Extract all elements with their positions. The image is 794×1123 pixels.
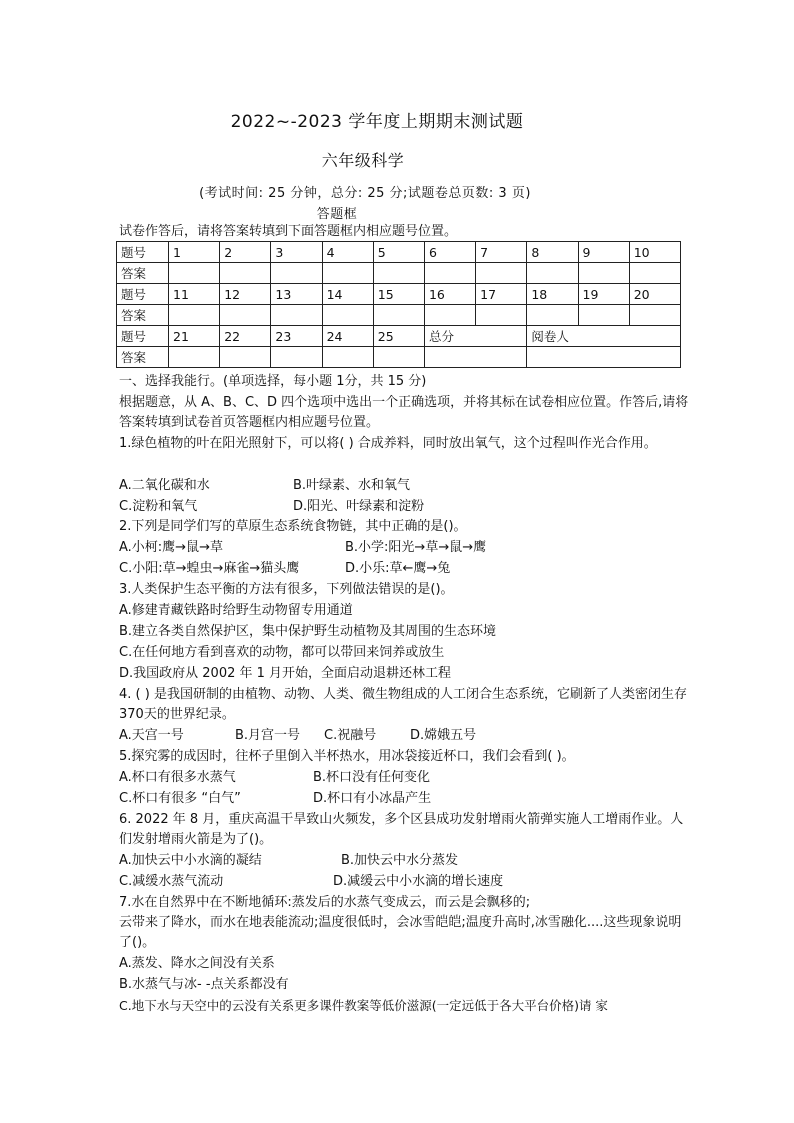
question-number: 4 (322, 242, 373, 263)
answer-cell[interactable] (424, 263, 475, 284)
option-b[interactable]: B.叶绿素、水和氧气 (293, 478, 411, 493)
answer-cell[interactable] (322, 347, 373, 368)
answer-box-label: 答题框 (316, 207, 358, 222)
question-stem: 2.下列是同学们写的草原生态系统食物链，其中正确的是()。 (119, 519, 467, 534)
question-number: 12 (220, 284, 271, 305)
option-c[interactable]: C.祝融号 (324, 728, 377, 743)
option-row (119, 538, 486, 558)
answer-cell[interactable] (476, 263, 527, 284)
option-row (119, 789, 431, 809)
answer-cell[interactable] (527, 263, 578, 284)
question-number: 8 (527, 242, 578, 263)
question-number: 20 (629, 284, 680, 305)
exam-subtitle: 六年级科学 (321, 151, 405, 170)
answer-cell[interactable] (220, 305, 271, 326)
option-row (119, 559, 450, 579)
answer-cell[interactable] (271, 347, 322, 368)
answer-cell[interactable] (476, 305, 527, 326)
table-row (117, 284, 681, 305)
option-b[interactable]: B.小学:阳光→草→鼠→鹰 (345, 540, 487, 555)
answer-cell[interactable] (220, 263, 271, 284)
option-row (119, 872, 503, 892)
question-number: 11 (169, 284, 220, 305)
option-a[interactable]: A.小柯:鹰→鼠→草 (119, 540, 223, 555)
option-d[interactable]: D.杯口有小冰晶产生 (313, 791, 432, 806)
grader-label: 阅卷人 (527, 326, 681, 347)
table-row (117, 242, 681, 263)
question-number: 1 (169, 242, 220, 263)
option-b[interactable]: B.加快云中水分蒸发 (341, 853, 459, 868)
question-number: 19 (578, 284, 629, 305)
option-b[interactable]: B.水蒸气与冰- -点关系都没有 (119, 977, 289, 992)
question-number: 15 (373, 284, 424, 305)
question-number: 9 (578, 242, 629, 263)
total-score-cell[interactable] (424, 347, 526, 368)
question-number: 7 (476, 242, 527, 263)
row-label: 题号 (117, 284, 169, 305)
question-stem: 3.人类保护生态平衡的方法有很多，下列做法错误的是()。 (119, 582, 454, 597)
answer-cell[interactable] (373, 305, 424, 326)
option-b[interactable]: B.建立各类自然保护区，集中保护野生动植物及其周围的生态环境 (119, 624, 497, 639)
question-number: 22 (220, 326, 271, 347)
answer-cell[interactable] (220, 347, 271, 368)
row-label: 答案 (117, 347, 169, 368)
option-d[interactable]: D.我国政府从 2002 年 1 月开始，全面启动退耕还林工程 (119, 666, 452, 681)
option-row (119, 726, 476, 746)
question-number: 5 (373, 242, 424, 263)
answer-cell[interactable] (322, 263, 373, 284)
row-label: 题号 (117, 326, 169, 347)
option-row (119, 851, 458, 871)
question-number: 10 (629, 242, 680, 263)
row-label: 答案 (117, 263, 169, 284)
table-row (117, 326, 681, 347)
answer-cell[interactable] (169, 263, 220, 284)
answer-cell[interactable] (424, 305, 475, 326)
answer-cell[interactable] (629, 305, 680, 326)
option-row (119, 497, 424, 517)
answer-cell[interactable] (322, 305, 373, 326)
option-a[interactable]: A.修建青藏铁路时给野生动物留专用通道 (119, 603, 353, 618)
option-d[interactable]: D.减缓云中小水滴的增长速度 (333, 874, 504, 889)
row-label: 题号 (117, 242, 169, 263)
question-number: 13 (271, 284, 322, 305)
option-c[interactable]: C.在任何地方看到喜欢的动物，都可以带回来饲养或放生 (119, 645, 445, 660)
question-number: 6 (424, 242, 475, 263)
section-intro: 根据题意，从 A、B、C、D 四个选项中选出一个正确选项，并将其标在试卷相应位置。作答后,请将答案转填到试卷首页答题框内相应题号位置。 (119, 395, 689, 430)
answer-cell[interactable] (578, 263, 629, 284)
answer-cell[interactable] (629, 263, 680, 284)
table-row (117, 305, 681, 326)
option-b[interactable]: B.杯口没有任何变化 (313, 770, 431, 785)
table-row (117, 347, 681, 368)
table-row (117, 263, 681, 284)
question-stem: 4. ( ) 是我国研制的由植物、动物、人类、微生物组成的人工闭合生态系统，它刷新了人类密闭生存 370天的世界纪录。 (119, 687, 687, 722)
option-a[interactable]: A.天宫一号 (119, 728, 184, 743)
answer-cell[interactable] (373, 347, 424, 368)
answer-cell[interactable] (271, 263, 322, 284)
option-c[interactable]: C.地下水与天空中的云没有关系更多课件教案等低价滋源(一定远低于各大平台价格)请 家 (119, 998, 608, 1013)
option-c[interactable]: C.淀粉和氧气 (119, 499, 198, 514)
option-c[interactable]: C.杯口有很多 “白气” (119, 791, 241, 806)
exam-info: (考试时间: 25 分钟，总分: 25 分;试题卷总页数: 3 页) (199, 186, 531, 201)
question-number: 23 (271, 326, 322, 347)
question-stem: 6. 2022 年 8 月，重庆高温干旱致山火频发，多个区县成功发射增雨火箭弹实施人工增雨作业。人们发射增雨火箭是为了()。 (119, 812, 684, 847)
option-b[interactable]: B.月宫一号 (235, 728, 301, 743)
question-number: 21 (169, 326, 220, 347)
answer-cell[interactable] (578, 305, 629, 326)
total-score-label: 总分 (424, 326, 526, 347)
question-number: 3 (271, 242, 322, 263)
option-row (119, 476, 410, 496)
grader-cell[interactable] (527, 347, 681, 368)
answer-cell[interactable] (271, 305, 322, 326)
question-number: 16 (424, 284, 475, 305)
option-a[interactable]: A.二氧化碳和水 (119, 478, 210, 493)
question-stem: 1.绿色植物的叶在阳光照射下，可以将( ) 合成养料，同时放出氧气，这个过程叫作光合作用。 (119, 436, 657, 451)
option-a[interactable]: A.蒸发、降水之间没有关系 (119, 956, 275, 971)
option-a[interactable]: A.加快云中小水滴的凝结 (119, 853, 262, 868)
answer-cell[interactable] (169, 347, 220, 368)
exam-title: 2022~-2023 学年度上期期末测试题 (230, 112, 524, 132)
question-number: 25 (373, 326, 424, 347)
answer-instruction: 试卷作答后，请将答案转填到下面答题框内相应题号位置。 (119, 224, 458, 239)
section-heading: 一、选择我能行。(单项选择，每小题 1分，共 15 分) (119, 374, 427, 389)
question-number: 17 (476, 284, 527, 305)
question-stem: 5.探究雾的成因时，往杯子里倒入半杯热水，用冰袋接近杯口，我们会看到( )。 (119, 749, 575, 764)
answer-table (116, 241, 681, 368)
question-number: 2 (220, 242, 271, 263)
option-d[interactable]: D.阳光、叶绿素和淀粉 (293, 499, 425, 514)
row-label: 答案 (117, 305, 169, 326)
option-row (119, 768, 430, 788)
question-number: 24 (322, 326, 373, 347)
question-stem-continued: 云带来了降水，而水在地表能流动;温度很低时，会冰雪皑皑;温度升高时,冰雪融化....这些现象说明了()。 (119, 915, 682, 950)
option-c[interactable]: C.减缓水蒸气流动 (119, 874, 224, 889)
answer-cell[interactable] (527, 305, 578, 326)
question-number: 14 (322, 284, 373, 305)
option-d[interactable]: D.嫦娥五号 (410, 728, 477, 743)
option-a[interactable]: A.杯口有很多水蒸气 (119, 770, 236, 785)
answer-cell[interactable] (169, 305, 220, 326)
option-d[interactable]: D.小乐:草←鹰→兔 (345, 561, 451, 576)
answer-cell[interactable] (373, 263, 424, 284)
option-c[interactable]: C.小阳:草→蝗虫→麻雀→猫头鹰 (119, 561, 300, 576)
question-number: 18 (527, 284, 578, 305)
question-stem: 7.水在自然界中在不断地循环:蒸发后的水蒸气变成云，而云是会飘移的; (119, 895, 531, 910)
